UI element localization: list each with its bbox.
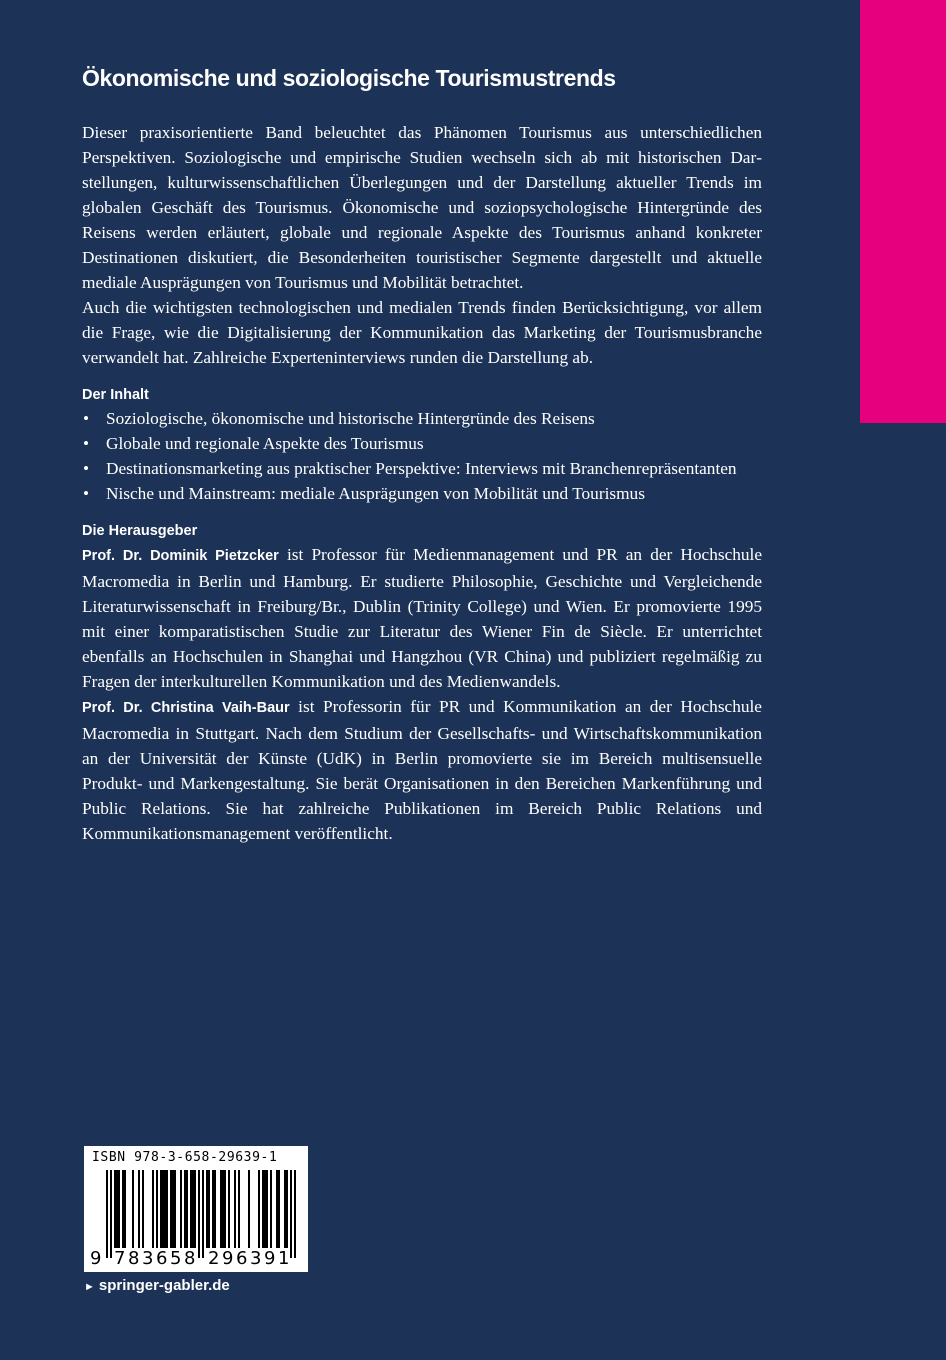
barcode-digit: 9	[264, 1248, 276, 1269]
barcode-bar	[198, 1170, 200, 1258]
list-item: • Destinationsmarketing aus praktischer Perspektive: Interviews mit Branchenrepräsentanten	[82, 456, 762, 481]
barcode-digit: 8	[184, 1248, 196, 1269]
barcode-digit: 7	[114, 1248, 126, 1269]
barcode-bar	[142, 1170, 144, 1248]
barcode-bar	[212, 1170, 214, 1248]
inhalt-heading: Der Inhalt	[82, 387, 149, 403]
barcode-bar	[238, 1170, 240, 1248]
barcode-bar	[234, 1170, 236, 1248]
editor-1-bio: ist Professor für Medienmanagement und PR an der Hochschule Macromedia in Berlin und Hamburg. Er studierte Philosophie, Geschichte und Vergleichende Literaturwissenschaft in Freiburg/Br., Dublin (Trinity College) und Wien. Er promovierte 1995 mit einer komparatistischen Studie zur Literatur des Wiener Fin de Siècle. Er unterrichtet ebenfalls an Hochschulen in Shanghai und Hangzhou (VR China) und publiziert regelmäßig zu Fragen der interkulturellen Kommunikation und des Medienwandels.	[82, 545, 762, 691]
barcode-digits	[84, 1248, 308, 1270]
list-item: • Nische und Mainstream: mediale Ausprägungen von Mobilität und Tourismus	[82, 481, 762, 506]
barcode-bar	[248, 1170, 250, 1248]
barcode-bar	[284, 1170, 286, 1248]
barcode-bar	[286, 1170, 288, 1248]
barcode-digit: 2	[208, 1248, 220, 1269]
barcode-bar	[214, 1170, 216, 1248]
barcode-bar	[270, 1170, 272, 1248]
barcode-bar	[278, 1170, 280, 1248]
barcode-bar	[114, 1170, 116, 1248]
barcode-bar	[194, 1170, 196, 1248]
barcode-bar	[206, 1170, 208, 1248]
herausgeber-heading: Die Herausgeber	[82, 523, 198, 539]
barcode-bar	[290, 1170, 292, 1258]
barcode-digit: 9	[90, 1248, 102, 1269]
bullet-icon: •	[83, 459, 90, 478]
barcode-bar	[220, 1170, 222, 1248]
barcode-bar	[186, 1170, 188, 1248]
barcode-bar	[190, 1170, 192, 1248]
barcode-bar	[118, 1170, 120, 1248]
barcode-bar	[164, 1170, 166, 1248]
barcode-bar	[156, 1170, 158, 1248]
barcode-bar	[208, 1170, 210, 1248]
barcode-bar	[276, 1170, 278, 1248]
barcode-bar	[266, 1170, 268, 1248]
isbn-label: ISBN 978-3-658-29639-1	[92, 1150, 278, 1165]
editor-2-paragraph	[82, 694, 762, 846]
barcode-digit: 6	[236, 1248, 248, 1269]
bullet-icon: •	[83, 484, 90, 503]
list-item: • Soziologische, ökonomische und historische Hintergründe des Reisens	[82, 406, 762, 431]
barcode-bar	[132, 1170, 134, 1248]
intro-text	[82, 120, 762, 370]
barcode-bar	[180, 1170, 182, 1248]
editor-1-paragraph	[82, 542, 762, 694]
barcode-bar	[170, 1170, 172, 1248]
isbn-barcode	[84, 1146, 308, 1272]
intro-paragraph-1: Dieser praxisorientierte Band beleuchtet das Phänomen Tourismus aus unterschiedlichen Perspektiven. Soziologische und empirische Studien wechseln sich ab mit historischen Darstellungen, kulturwissenschaftlichen Überlegungen und der Darstellung aktueller Trends im globalen Geschäft des Tourismus. Ökonomische und soziopsychologische Hintergründe des Reisens werden erläutert, globale und regionale Aspekte des Tourismus anhand konkreter Destinationen diskutiert, die Besonderheiten touristischer Segmente dargestellt und aktuelle mediale Ausprägungen von Tourismus und Mobilität betrachtet.	[82, 123, 762, 292]
barcode-bar	[228, 1170, 230, 1248]
editor-2-bio: ist Professorin für PR und Kommunikation an der Hochschule Macromedia in Stuttgart. Nach dem Studium der Gesellschafts- und Wirtschaftskommunikation an der Universität der Künste (UdK) in Berlin promovierte sie im Bereich multisensuelle Produkt- und Markengestaltung. Sie berät Organisationen in den Bereichen Markenführung und Public Relations. Sie hat zahlreiche Publikationen im Bereich Public Relations und Kommunikationsmanagement veröffentlicht.	[82, 697, 762, 843]
editor-1-name: Prof. Dr. Dominik Pietzcker	[82, 548, 279, 564]
list-item: • Globale und regionale Aspekte des Tourismus	[82, 431, 762, 456]
barcode-digit: 3	[142, 1248, 154, 1269]
barcode-bar	[172, 1170, 174, 1248]
barcode-bar	[294, 1170, 296, 1258]
bullet-icon: •	[83, 409, 90, 428]
barcode-bar	[166, 1170, 168, 1248]
barcode-bar	[258, 1170, 260, 1248]
barcode-bar	[106, 1170, 108, 1258]
herausgeber-text	[82, 542, 762, 846]
barcode-bar	[192, 1170, 194, 1248]
barcode-bar	[162, 1170, 164, 1248]
accent-bar	[860, 0, 946, 423]
barcode-bar	[174, 1170, 176, 1248]
editor-2-name: Prof. Dr. Christina Vaih-Baur	[82, 700, 290, 716]
barcode-bar	[110, 1170, 112, 1258]
barcode-bar	[138, 1170, 140, 1248]
barcode-bar	[152, 1170, 154, 1248]
barcode-bar	[124, 1170, 126, 1248]
inhalt-list	[82, 406, 762, 506]
barcode-digit: 8	[128, 1248, 140, 1269]
book-title: Ökonomische und soziologische Tourismustrends	[82, 65, 616, 91]
barcode-bar	[122, 1170, 124, 1248]
barcode-digit: 3	[250, 1248, 262, 1269]
barcode-bar	[184, 1170, 186, 1248]
website-url: springer-gabler.de	[98, 1277, 230, 1294]
barcode-bar	[264, 1170, 266, 1248]
barcode-digit: 9	[222, 1248, 234, 1269]
barcode-bar	[160, 1170, 162, 1248]
bullet-icon: •	[83, 434, 90, 453]
arrow-icon: ►	[84, 1281, 95, 1293]
website-link[interactable]	[84, 1276, 230, 1297]
barcode-digit: 1	[278, 1248, 290, 1269]
back-cover-content	[82, 62, 762, 846]
barcode-bar	[262, 1170, 264, 1248]
barcode-digit: 6	[156, 1248, 168, 1269]
barcode-bar	[116, 1170, 118, 1248]
barcode-bar	[202, 1170, 204, 1258]
intro-paragraph-2: Auch die wichtigsten technologischen und medialen Trends finden Berücksichtigung, vor allem die Frage, wie die Digitalisierung der Kommunikation das Marketing der Tourismusbranche verwandelt hat. Zahlreiche Experteninterviews runden die Darstellung ab.	[82, 298, 762, 367]
barcode-digit: 5	[170, 1248, 182, 1269]
barcode-bar	[222, 1170, 224, 1248]
barcode-bar	[224, 1170, 226, 1248]
